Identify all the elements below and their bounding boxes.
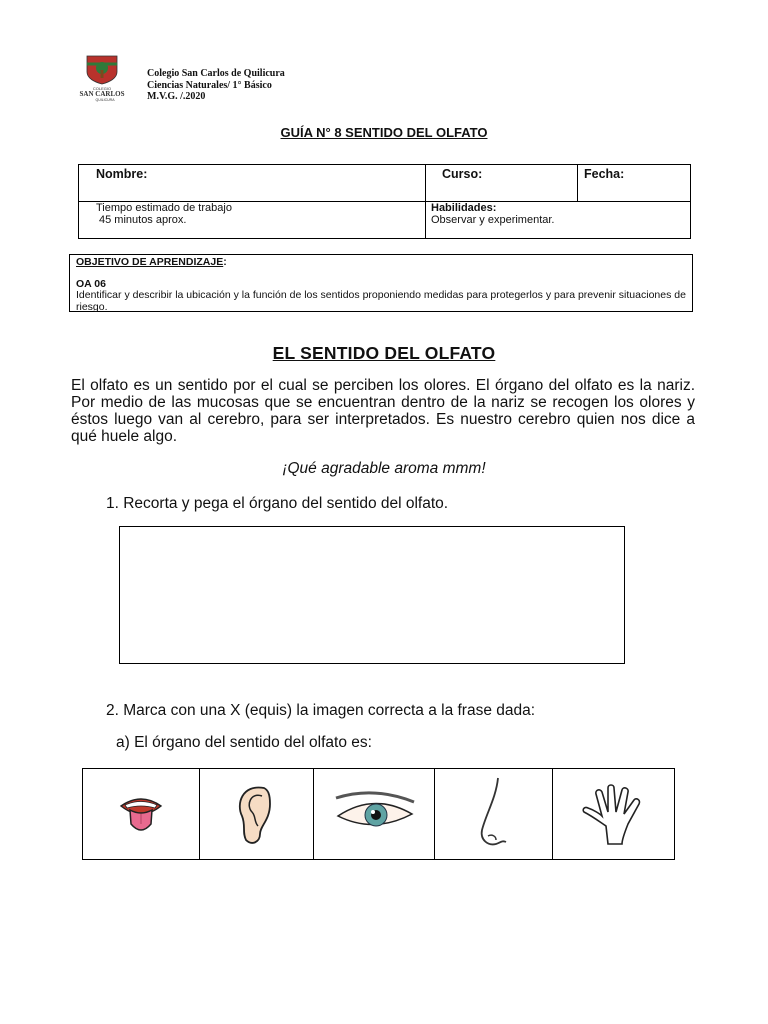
date-cell[interactable]: [578, 165, 690, 202]
question-1: 1. Recorta y pega el órgano del sentido del olfato.: [106, 495, 449, 512]
time-cell: [79, 202, 426, 238]
school-name: Colegio San Carlos de Quilicura: [147, 68, 285, 79]
hand-icon: [578, 782, 650, 846]
skills-cell: [426, 202, 690, 238]
objective-text: Identificar y describir la ubicación y la función de los sentidos proponiendo medidas para protegerlos y para prevenir situaciones de riesgo.: [76, 289, 686, 313]
school-logo: [73, 54, 131, 104]
sense-options-table: [82, 768, 675, 860]
course-cell[interactable]: [426, 165, 578, 202]
exclamation-text: ¡Qué agradable aroma mmm!: [282, 460, 486, 477]
teacher-year: M.V.G. /.2020: [147, 91, 206, 102]
skills-value: Observar y experimentar.: [431, 214, 555, 226]
intro-paragraph: El olfato es un sentido por el cual se perciben los olores. El órgano del olfato es la nariz. Por medio de las mucosas que se encuentran dentro de la nariz se recogen los olores y éstos luego van al cerebro, para ser interpretados. Es nuestro cerebro quien nos dice a qué huele algo.: [71, 377, 695, 445]
option-nose[interactable]: [435, 769, 554, 859]
eye-icon: [330, 790, 418, 838]
guide-title: GUÍA N° 8 SENTIDO DEL OLFATO: [280, 125, 488, 140]
time-label: Tiempo estimado de trabajo: [96, 202, 232, 214]
nose-icon: [474, 774, 514, 854]
option-eye[interactable]: [314, 769, 435, 859]
svg-text:COLEGIO: COLEGIO: [92, 86, 112, 91]
question-2a: a) El órgano del sentido del olfato es:: [116, 734, 372, 751]
date-label: Fecha:: [584, 167, 625, 181]
paste-area-box[interactable]: [119, 526, 625, 664]
skills-label: Habilidades:: [431, 202, 497, 214]
course-label: Curso:: [442, 167, 483, 181]
learning-objective-box: OBJETIVO DE APRENDIZAJE: OA 06 Identificar y describir la ubicación y la función de los sentidos proponiendo medidas para protegerlos y para prevenir situaciones de riesgo.: [69, 254, 693, 312]
objective-code: OA 06: [76, 277, 106, 290]
svg-text:QUILICURA: QUILICURA: [95, 98, 115, 102]
name-label: Nombre:: [96, 167, 148, 181]
name-cell[interactable]: [79, 165, 426, 202]
subject-grade: Ciencias Naturales/ 1° Básico: [147, 79, 272, 91]
mouth-tongue-icon: [117, 790, 165, 838]
question-2: 2. Marca con una X (equis) la imagen correcta a la frase dada:: [106, 702, 536, 719]
ear-icon: [234, 782, 278, 846]
svg-text:SAN CARLOS: SAN CARLOS: [79, 90, 125, 98]
option-hand[interactable]: [553, 769, 674, 859]
time-value: 45 minutos aprox.: [99, 214, 187, 226]
main-title: EL SENTIDO DEL OLFATO: [272, 343, 496, 363]
student-info-table: [78, 164, 691, 239]
school-info: [147, 68, 285, 103]
option-mouth[interactable]: [83, 769, 200, 859]
objective-heading: OBJETIVO DE APRENDIZAJE: [76, 256, 224, 268]
option-ear[interactable]: [200, 769, 315, 859]
